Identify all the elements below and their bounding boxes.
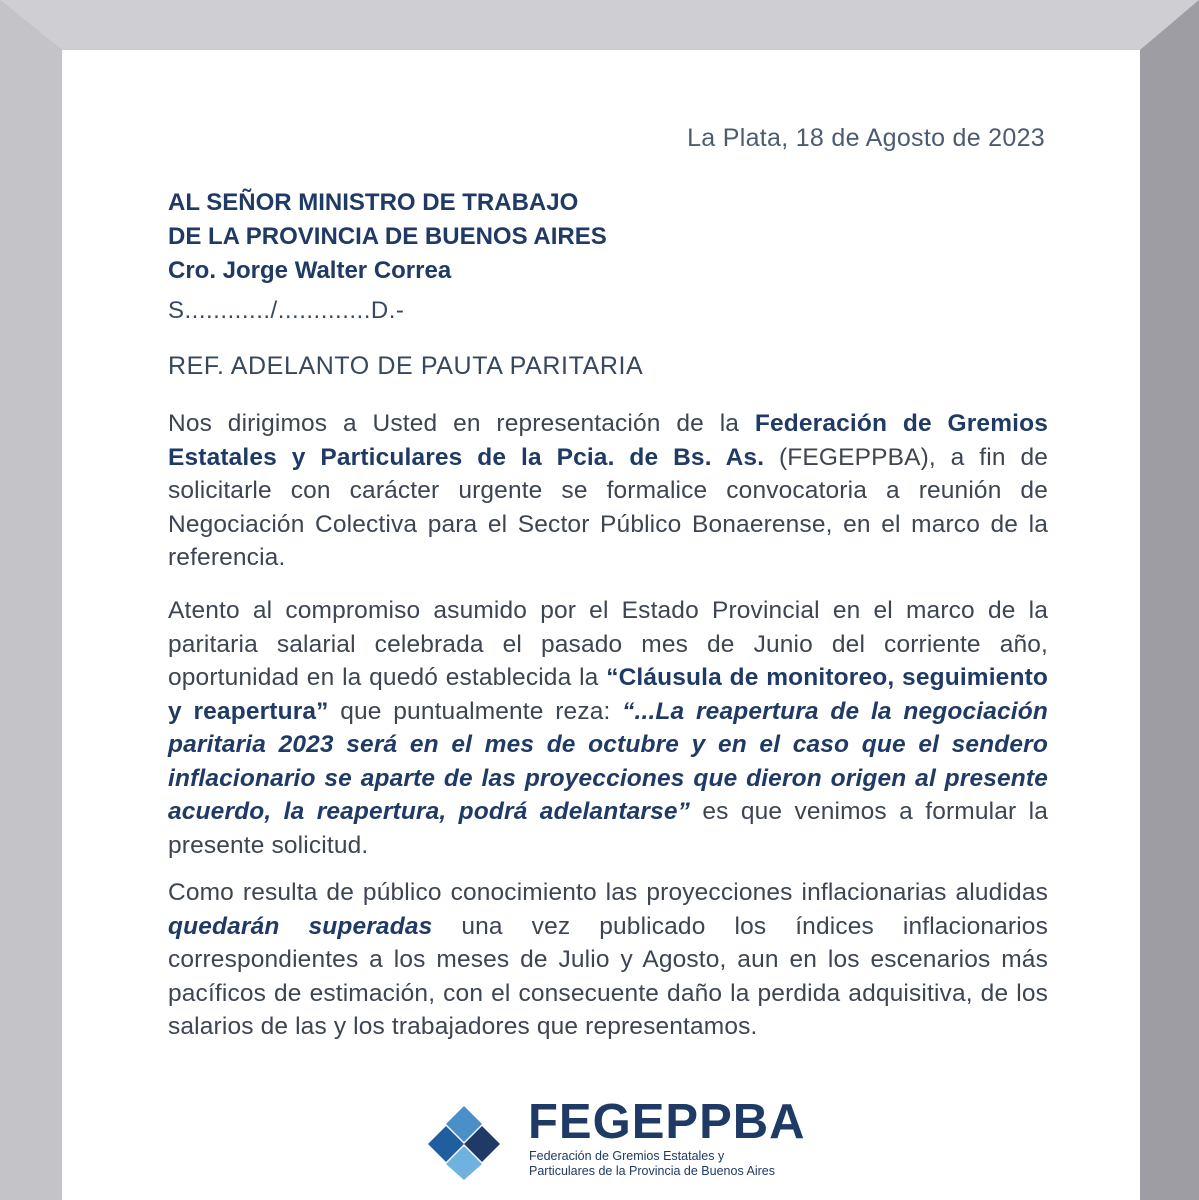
p3-text-c: una vez publicado los índices inflacionarios correspondientes a los meses de Julio y Agosto, aun en los escenarios más pacíficos de estimación, con el consecuente daño la perdida adquisitiva, de los salarios de las y los trabajadores que representamos. — [168, 912, 1048, 1040]
p3-emphasis: quedarán superadas — [168, 912, 433, 940]
p3-text-a: Como resulta de público conocimiento las proyecciones inflacionarias aludidas — [168, 879, 1048, 906]
p2-text-e: es que venimos a formular la presente solicitud. — [168, 798, 1048, 859]
reference-line: REF. ADELANTO DE PAUTA PARITARIA — [168, 352, 644, 380]
p2-text-c: que puntualmente reza: — [328, 697, 623, 725]
p2-clause-quote: “...La reapertura de la negociación paritaria 2023 será en el mes de octubre y en el caso que el sendero inflacionario se aparte de las proyecciones que dieron origen al presente acuerdo, la reapertura, podrá adelantarse” — [168, 697, 1048, 825]
p1-text-c: (FEGEPPBA), a fin de solicitarle con carácter urgente se formalice convocatoria a reunión de Negociación Colectiva para el Sector Público Bonaerense, en el marco de la referencia. — [168, 443, 1048, 571]
fegeppba-arrow-logo-icon — [426, 1104, 502, 1180]
paragraph-1 — [168, 407, 1048, 575]
addressee-line-2: DE LA PROVINCIA DE BUENOS AIRES — [168, 223, 607, 250]
addressee-block — [168, 186, 607, 288]
salutation: S............/.............D.- — [168, 297, 405, 324]
p2-clause-title: “Cláusula de monitoreo, seguimiento y reapertura” — [168, 664, 1048, 725]
addressee-line-1: AL SEÑOR MINISTRO DE TRABAJO — [168, 189, 579, 216]
logo-wordmark: FEGEPPBA — [528, 1095, 806, 1149]
letter-date: La Plata, 18 de Agosto de 2023 — [687, 124, 1045, 152]
p1-federation-name: Federación de Gremios Estatales y Particulares de la Pcia. de Bs. As. — [168, 410, 1048, 471]
p2-text-a: Atento al compromiso asumido por el Estado Provincial en el marco de la paritaria salarial celebrada el pasado mes de Junio del corriente año, oportunidad en la quedó establecida la — [168, 597, 1048, 691]
paragraph-2 — [168, 594, 1048, 862]
logo-subtitle-line-2: Particulares de la Provincia de Buenos Aires — [529, 1164, 775, 1178]
addressee-line-3: Cro. Jorge Walter Correa — [168, 257, 452, 284]
p1-text-a: Nos dirigimos a Usted en representación de la — [168, 410, 755, 437]
logo-subtitle-line-1: Federación de Gremios Estatales y — [529, 1149, 725, 1163]
paragraph-3 — [168, 876, 1048, 1044]
logo-subtitle — [529, 1149, 775, 1179]
